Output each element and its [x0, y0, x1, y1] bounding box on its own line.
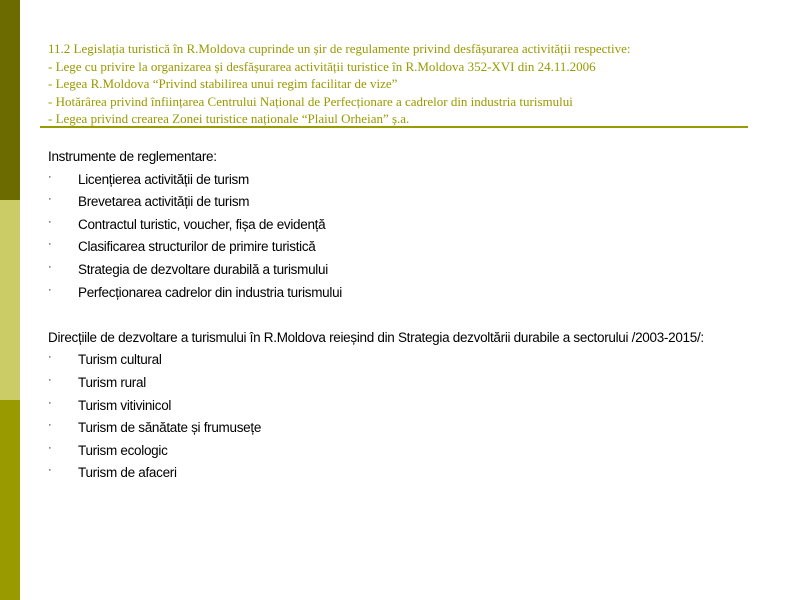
list-item-text: Turism rural: [78, 374, 146, 390]
list-item-text: Licențierea activității de turism: [78, 171, 249, 187]
title-line: - Lege cu privire la organizarea și desfășurarea activității turistice în R.Moldova 352-XVI din 24.11.2006: [48, 58, 596, 74]
bullet-icon: ·: [48, 283, 52, 296]
bullet-icon: ·: [48, 396, 52, 409]
title-line: - Legea R.Moldova “Privind stabilirea unui regim facilitar de vize”: [48, 76, 398, 92]
list-item-text: Turism cultural: [78, 352, 162, 368]
section-heading-instruments: Instrumente de reglementare:: [48, 149, 217, 164]
list-item-text: Strategia de dezvoltare durabilă a turismului: [78, 261, 328, 277]
list-item-text: Clasificarea structurilor de primire turistică: [78, 239, 316, 255]
slide-body: [48, 146, 768, 485]
bullet-icon: ·: [48, 215, 52, 228]
bullet-icon: ·: [48, 260, 52, 273]
bullet-icon: ·: [48, 193, 52, 206]
list-item: [48, 214, 768, 237]
title-line: - Legea privind crearea Zonei turistice naționale “Plaiul Orheian” ș.a.: [48, 111, 410, 127]
sidebar-segment-mid: [0, 400, 20, 600]
bullet-icon: ·: [48, 170, 52, 183]
list-item-text: Brevetarea activității de turism: [78, 194, 250, 210]
bullet-icon: ·: [48, 441, 52, 454]
list-item-text: Turism ecologic: [78, 442, 168, 458]
list-item: [48, 169, 768, 192]
list-item-text: Turism de sănătate și frumusețe: [78, 420, 262, 436]
list-item-text: Turism vitivinicol: [78, 397, 172, 413]
bullet-icon: ·: [48, 238, 52, 251]
section-spacer: [48, 304, 768, 327]
title-line: - Hotărârea privind înființarea Centrului Național de Perfecționare a cadrelor din industria turismului: [48, 93, 573, 109]
list-item: [48, 282, 768, 305]
list-item: [48, 191, 768, 214]
list-item-text: Contractul turistic, voucher, fișa de evidență: [78, 216, 326, 232]
title-line: 11.2 Legislația turistică în R.Moldova cuprinde un șir de regulamente privind desfășurarea activității respective:: [48, 41, 631, 56]
bullet-icon: ·: [48, 351, 52, 364]
decorative-sidebar: [0, 0, 20, 600]
section-heading-directions: Direcțiile de dezvoltare a turismului în R.Moldova reieșind din Strategia dezvoltării durabile a sectorului /2003-2015/:: [48, 329, 704, 345]
bullet-icon: ·: [48, 373, 52, 386]
bullet-icon: ·: [48, 419, 52, 432]
list-item: [48, 462, 768, 485]
slide-title: [48, 40, 748, 128]
list-item-text: Perfecționarea cadrelor din industria turismului: [78, 284, 342, 300]
list-item: [48, 440, 768, 463]
list-item: [48, 236, 768, 259]
title-divider: [40, 126, 748, 128]
list-item-text: Turism de afaceri: [78, 465, 177, 481]
list-item: [48, 395, 768, 418]
sidebar-segment-light: [0, 200, 20, 400]
list-item: [48, 349, 768, 372]
list-item: [48, 417, 768, 440]
sidebar-segment-dark: [0, 0, 20, 200]
list-item: [48, 372, 768, 395]
list-item: [48, 259, 768, 282]
bullet-icon: ·: [48, 464, 52, 477]
